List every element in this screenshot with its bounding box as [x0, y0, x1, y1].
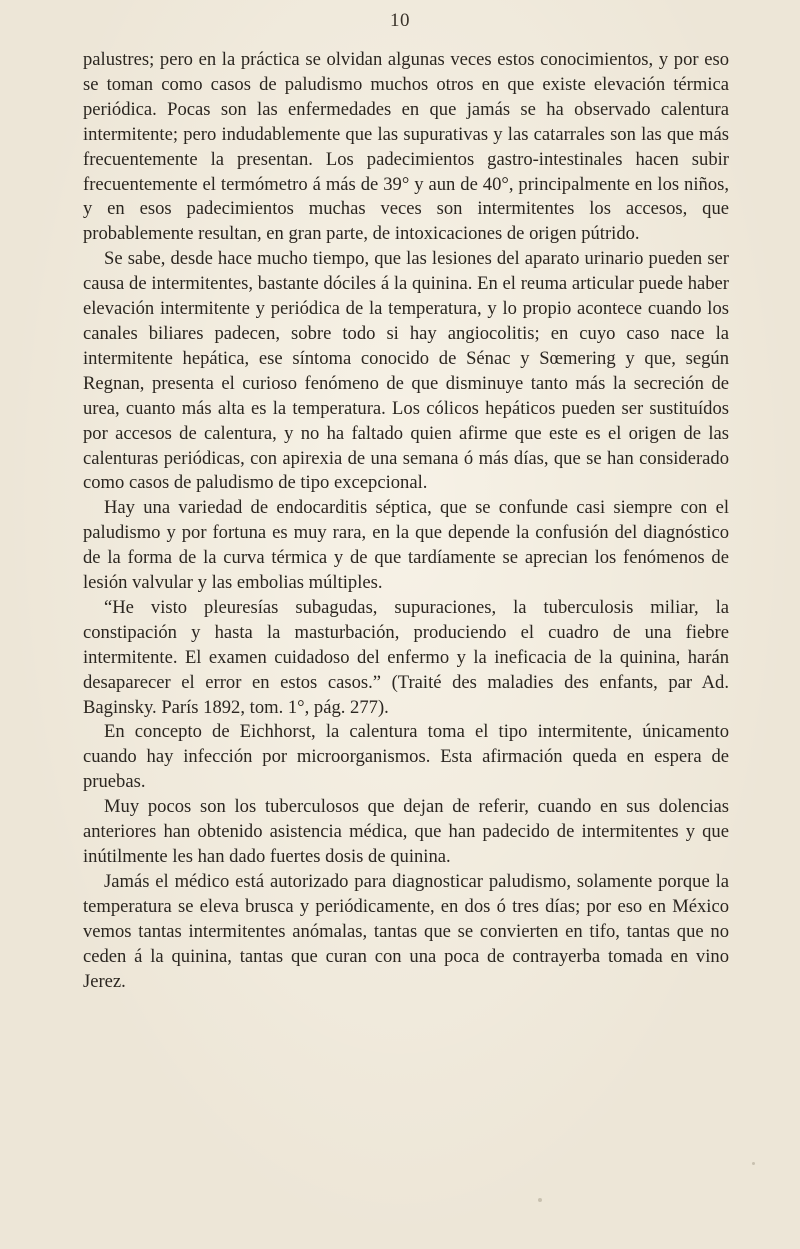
paper-speck	[538, 1198, 542, 1202]
paragraph-2: Se sabe, desde hace mucho tiempo, que las lesiones del aparato urinario pueden ser causa de intermitentes, bastante dóciles á la quinina. En el reuma articular puede haber elevación intermitente y periódica de la temperatura, y lo propio acontece cuando los canales biliares padecen, sobre todo si hay angiocolitis; en cuyo caso nace la intermitente hepática, ese síntoma conocido de Sénac y Sœmering y que, según Regnan, presenta el curioso fenómeno de que disminuye tanto más la secreción de urea, cuanto más alta es la temperatura. Los cólicos hepáticos pueden ser sustituídos por accesos de calentura, y no ha faltado quien afirme que este es el origen de las calenturas periódicas, con apirexia de una semana ó más días, que se han considerado como casos de paludismo de tipo excepcional.	[83, 248, 729, 494]
paragraph-4: “He visto pleuresías subagudas, supuraciones, la tuberculosis miliar, la constipación y hasta la masturbación, produciendo el cuadro de una fiebre intermitente. El examen cuidadoso del enfermo y la ineficacia de la quinina, harán desaparecer el error en estos casos.” (Traité des maladies des enfants, par Ad. Baginsky. París 1892, tom. 1°, pág. 277).	[83, 596, 729, 718]
paragraph-5: En concepto de Eichhorst, la calentura toma el tipo intermitente, únicamento cuando hay infección por microorganismos. Esta afirmación queda en espera de pruebas.	[83, 721, 729, 793]
paragraph-6: Muy pocos son los tuberculosos que dejan de referir, cuando en sus dolencias anteriores han obtenido asistencia médica, que han padecido de intermitentes y que inútilmente les han dado fuertes dosis de quinina.	[83, 796, 729, 867]
paragraph-1: palustres; pero en la práctica se olvidan algunas veces estos conocimientos, y por eso se toman como casos de paludismo muchos otros en que existe elevación térmica periódica. Pocas son las enfermedades en que jamás se ha observado calentura intermitente; pero indudablemente que las supurativas y las catarrales son las que más frecuentemente la presentan. Los padecimientos gastro-intestinales hacen subir frecuentemente el termómetro á más de 39° y aun de 40°, principalmente en los niños, y en esos padecimientos muchas veces son intermitentes los accesos, que probablemente resultan, en gran parte, de intoxicaciones de origen pútrido.	[83, 49, 729, 245]
paper-speck	[752, 1162, 755, 1165]
paragraph-7: Jamás el médico está autorizado para diagnosticar paludismo, solamente porque la temperatura se eleva brusca y periódicamente, en dos ó tres días; por eso en México vemos tantas intermitentes anómalas, tantas que se convierten en tifo, tantas que no ceden á la quinina, tantas que curan con una poca de contrayerba tomada en vino Jerez.	[83, 870, 729, 992]
paragraph-3: Hay una variedad de endocarditis séptica, que se confunde casi siempre con el paludismo y por fortuna es muy rara, en la que depende la confusión del diagnóstico de la forma de la curva térmica y de que tardíamente se aprecian los fenómenos de lesión valvular y las embolias múltiples.	[83, 497, 729, 594]
page-number: 10	[390, 10, 410, 31]
body-text	[83, 48, 729, 994]
